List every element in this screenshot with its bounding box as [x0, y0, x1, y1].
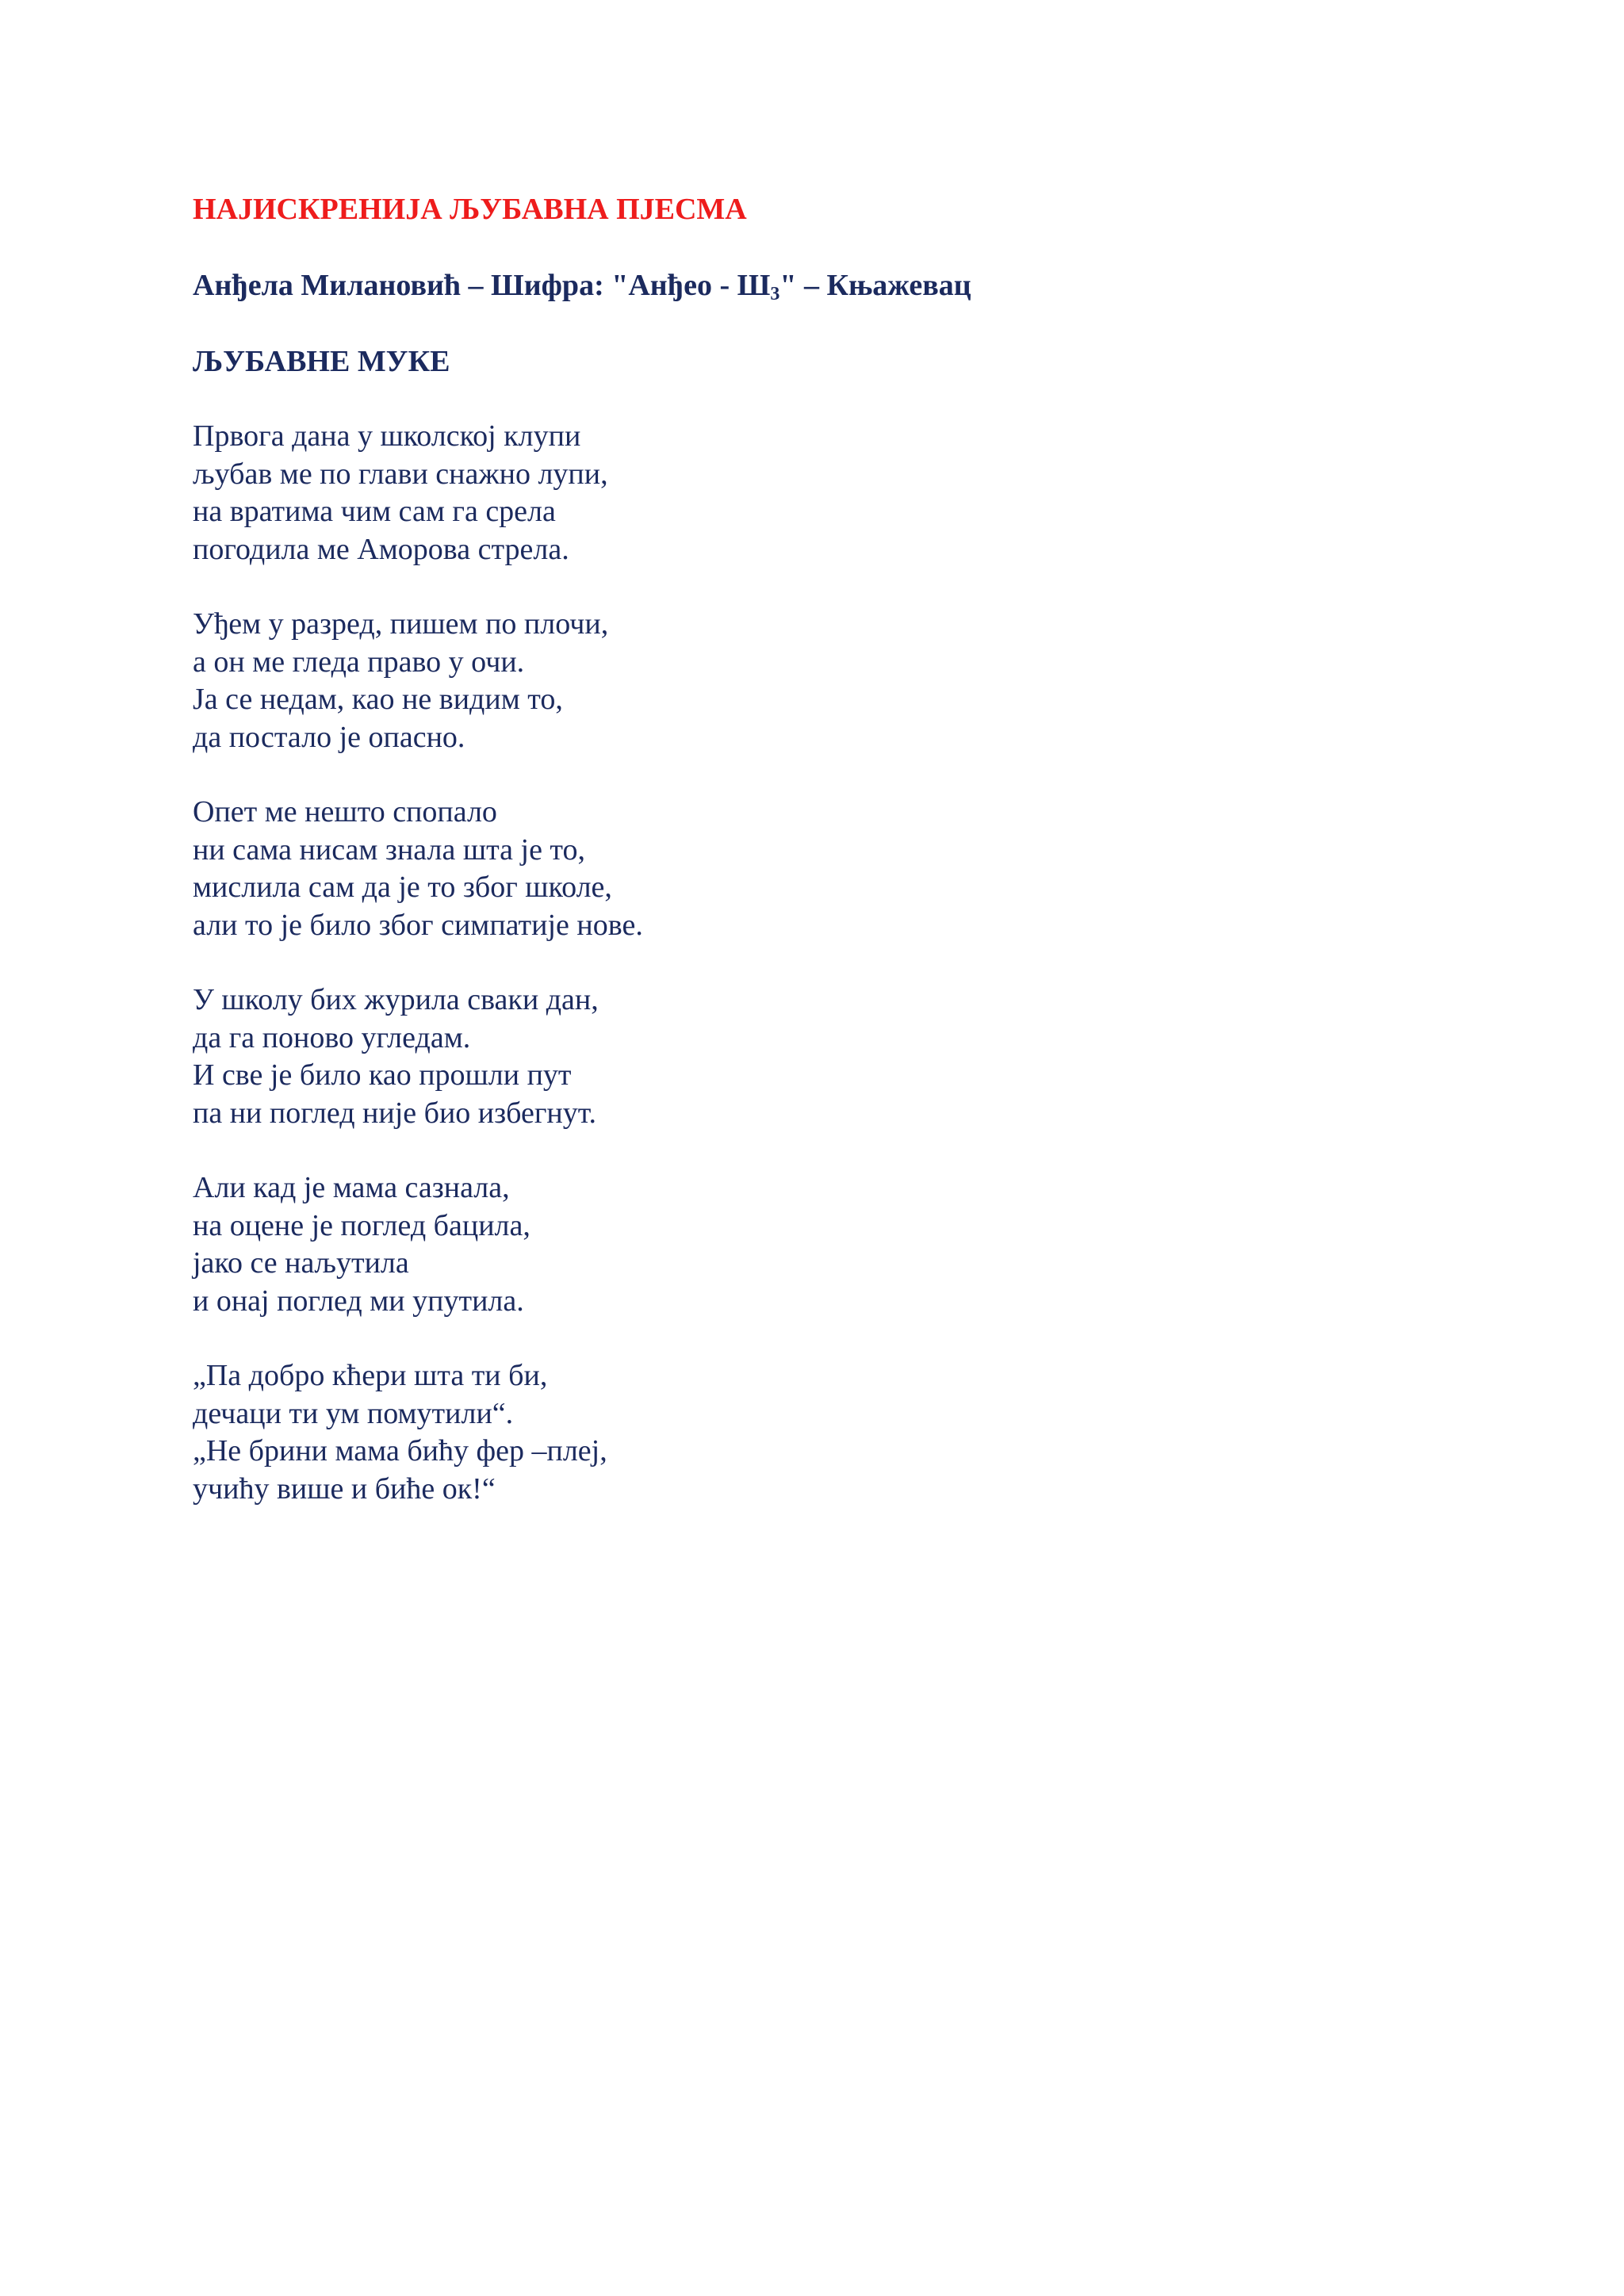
author-line — [193, 266, 1430, 304]
verse-line: ни сама нисам знала шта је то, — [193, 832, 586, 867]
verse-line: на вратима чим сам га срела — [193, 495, 556, 528]
verse-line: на оцене је поглед бацила, — [193, 1208, 530, 1242]
poem-title: ЉУБАВНЕ МУКЕ — [193, 345, 450, 378]
code-subscript: 3 — [770, 284, 780, 304]
verse-line: да постало је опасно. — [193, 720, 465, 754]
verse-line: Ја се недам, као не видим то, — [193, 683, 563, 716]
author-city: Књажевац — [826, 269, 971, 302]
verse-line: У школу бих журила сваки дан, — [193, 983, 599, 1016]
verse-line: И све је било као прошли пут — [193, 1058, 572, 1092]
verse-line: „Па добро кћери шта ти би, — [193, 1359, 548, 1392]
verse-line: мислила сам да је то због школе, — [193, 871, 612, 904]
code-suffix: " — [779, 269, 797, 302]
verse-line: „Не брини мама бићу фер –плеј, — [193, 1434, 607, 1468]
stanza — [193, 1357, 1430, 1508]
verse-line: љубав ме по глави снажно лупи, — [193, 457, 608, 491]
stanza — [193, 418, 1430, 568]
verse-line: Уђем у разред, пишем по плочи, — [193, 607, 609, 641]
stanza — [193, 982, 1430, 1132]
stanza — [193, 1169, 1430, 1320]
verse-line: погодила ме Аморова стрела. — [193, 532, 569, 566]
code-label: Шифра: — [491, 269, 612, 302]
poem-body — [193, 418, 1430, 1508]
verse-line: па ни поглед није био избегнут. — [193, 1096, 597, 1130]
document-page — [193, 190, 1430, 1545]
verse-line: Опет ме нешто спопало — [193, 795, 497, 828]
verse-line: Али кад је мама сазнала, — [193, 1171, 510, 1204]
stanza — [193, 606, 1430, 756]
city-separator: – — [796, 269, 827, 302]
author-name: Анђела Милановић — [193, 269, 462, 302]
verse-line: дечаци ти ум помутили“. — [193, 1396, 514, 1430]
verse-line: да га поново угледам. — [193, 1020, 471, 1054]
stanza — [193, 794, 1430, 944]
contest-title: НАЈИСКРЕНИЈА ЉУБАВНА ПЈЕСМА — [193, 193, 747, 226]
verse-line: али то је било због симпатије нове. — [193, 908, 643, 942]
verse-line: учићу више и биће ок!“ — [193, 1471, 496, 1506]
verse-line: Првога дана у школској клупи — [193, 419, 581, 453]
author-separator: – — [461, 269, 492, 302]
verse-line: и онај поглед ми упутила. — [193, 1284, 524, 1318]
verse-line: а он ме гледа право у очи. — [193, 645, 525, 679]
code-prefix: "Анђео - Ш — [611, 269, 771, 302]
verse-line: јако се наљутила — [193, 1246, 409, 1280]
